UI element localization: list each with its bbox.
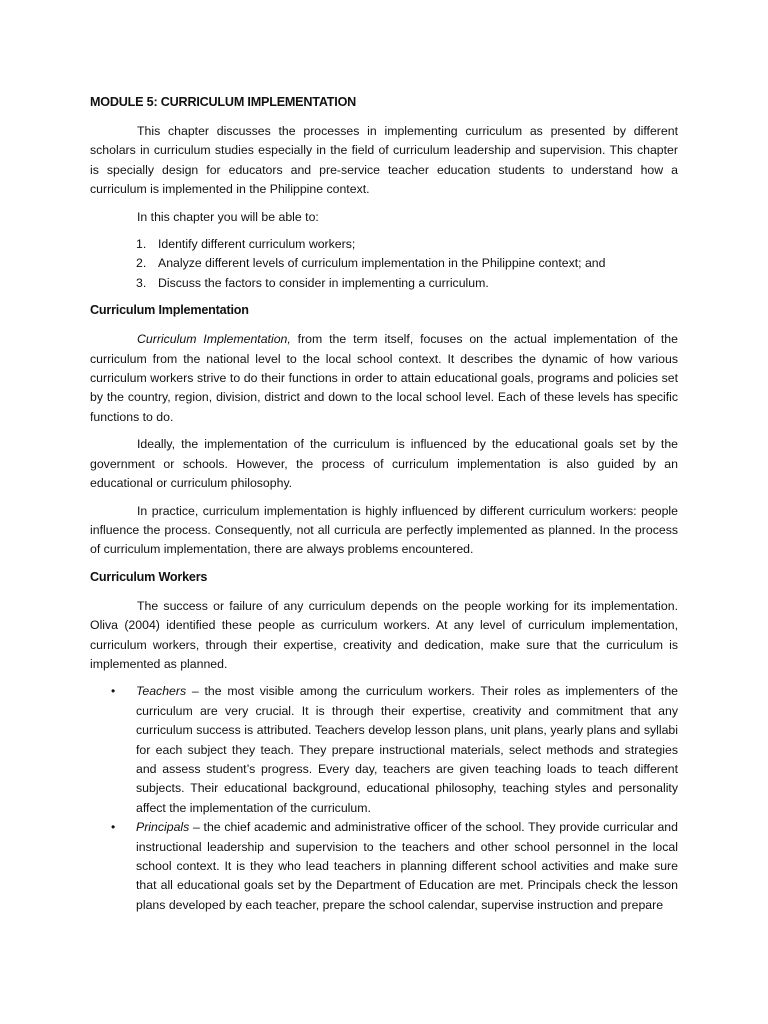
implementation-paragraph-1: [90, 330, 678, 427]
section-heading-workers: Curriculum Workers: [90, 569, 208, 584]
implementation-paragraph-3: In practice, curriculum implementation is highly influenced by different curriculum workers: people influence the process. Consequently, not all curricula are perfectly implemented as planned. In the process of curriculum implementation, there are always problems encountered.: [90, 503, 678, 557]
objectives-lead: In this chapter you will be able to:: [137, 209, 319, 224]
implementation-term: Curriculum Implementation,: [137, 332, 291, 347]
objective-number: 2.: [136, 256, 147, 271]
objective-number: 3.: [136, 275, 147, 290]
objective-text: Analyze different levels of curriculum implementation in the Philippine context; and: [158, 256, 606, 271]
list-item: [111, 682, 678, 818]
document-page: [90, 93, 678, 915]
objective-text: Identify different curriculum workers;: [158, 237, 356, 252]
workers-paragraph-1: The success or failure of any curriculum depends on the people working for its implementation. Oliva (2004) identified these people as curriculum workers. At any level of curriculum implementation, curriculum workers, through their expertise, creativity and dedication, make sure that the curriculum is implemented as planned.: [90, 598, 678, 671]
implementation-paragraph-1-text: from the term itself, focuses on the actual implementation of the curriculum from the national level to the local school context. It describes the dynamic of how various curriculum workers strive to do their functions in order to attain educational goals, programs and policies set by the country, region, division, district and down to the local school level. Each of these levels has specific functions to do.: [90, 332, 678, 424]
worker-term: Principals: [136, 820, 190, 835]
objective-item: [136, 274, 678, 293]
objectives-list: [90, 235, 678, 293]
worker-description: – the chief academic and administrative officer of the school. They provide curricular and instructional leadership and supervision to the teachers and other school personnel in the local school context. It is they who lead teachers in planning different school activities and make sure that all educational goals set by the Department of Education are met. Principals check the lesson plans developed by each teacher, prepare the school calendar, supervise instruction and prepare: [136, 820, 678, 912]
section-heading-implementation: Curriculum Implementation: [90, 303, 249, 318]
list-item: [111, 818, 678, 915]
workers-list: [90, 682, 678, 915]
implementation-paragraph-2: Ideally, the implementation of the curriculum is influenced by the educational goals set by the government or schools. However, the process of curriculum implementation is also guided by an educational or curriculum philosophy.: [90, 437, 678, 491]
bullet-icon: •: [111, 684, 116, 699]
objective-number: 1.: [136, 237, 147, 252]
objective-text: Discuss the factors to consider in implementing a curriculum.: [158, 275, 489, 290]
objective-item: [136, 254, 678, 273]
bullet-icon: •: [111, 820, 116, 835]
worker-description: – the most visible among the curriculum workers. Their roles as implementers of the curriculum are very crucial. It is through their expertise, creativity and commitment that any curriculum success is attributed. Teachers develop lesson plans, unit plans, yearly plans and syllabi for each subject they teach. They prepare instructional materials, select methods and strategies and assess student’s progress. Every day, teachers are given teaching loads to teach different subjects. Their educational background, educational philosophy, teaching styles and personality affect the implementation of the curriculum.: [136, 684, 678, 815]
intro-paragraph: This chapter discusses the processes in implementing curriculum as presented by different scholars in curriculum studies especially in the field of curriculum leadership and supervision. This chapter is specially design for educators and pre-service teacher education students to understand how a curriculum is implemented in the Philippine context.: [90, 124, 678, 197]
objective-item: [136, 235, 678, 254]
module-title: MODULE 5: CURRICULUM IMPLEMENTATION: [90, 95, 357, 109]
worker-term: Teachers: [136, 684, 187, 699]
